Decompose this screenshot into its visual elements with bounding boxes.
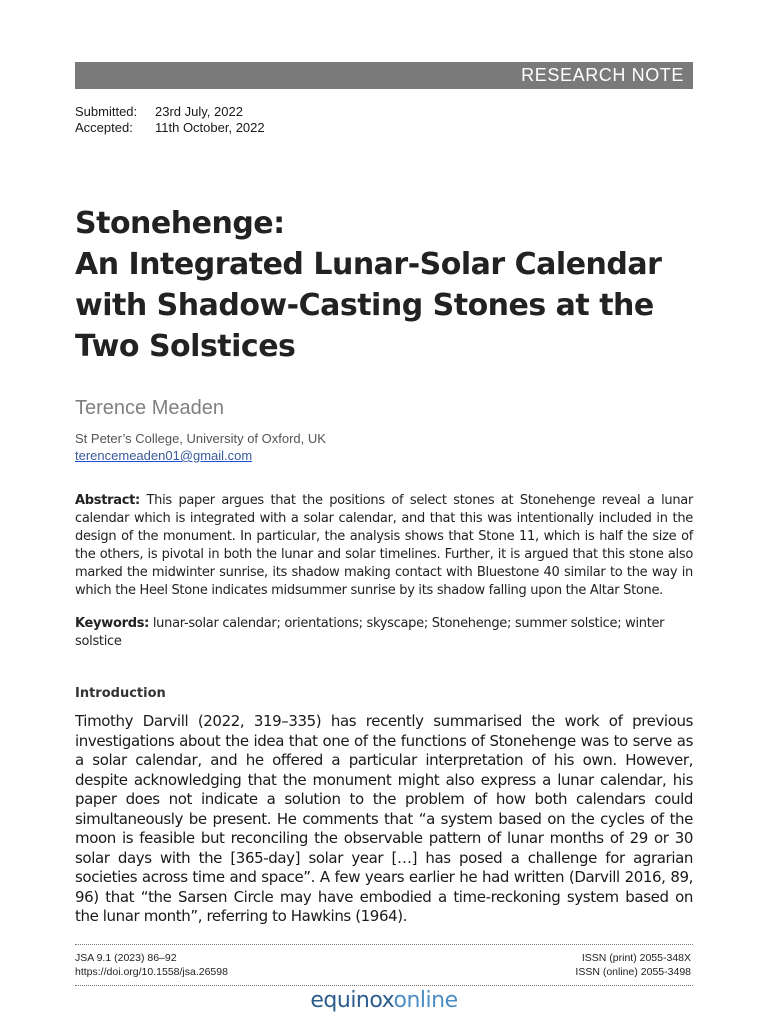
abstract-label: Abstract: bbox=[75, 493, 140, 508]
logo-part-equinox: equinox bbox=[310, 988, 394, 1013]
keywords-label: Keywords: bbox=[75, 616, 150, 631]
accepted-label: Accepted: bbox=[75, 120, 133, 135]
affiliation: St Peter’s College, University of Oxford, UK bbox=[75, 431, 326, 446]
footer-issn bbox=[575, 951, 691, 979]
issn-print: ISSN (print) 2055-348X bbox=[581, 952, 691, 964]
section-heading-introduction: Introduction bbox=[75, 686, 166, 701]
paper-title bbox=[75, 203, 715, 367]
logo-part-online: online bbox=[393, 988, 458, 1013]
author-email-link[interactable]: terencemeaden01@gmail.com bbox=[75, 448, 253, 463]
title-line-2: An Integrated Lunar-Solar Calendar bbox=[75, 247, 662, 282]
keywords-text: lunar-solar calendar; orientations; skyscape; Stonehenge; summer solstice; winter solstice bbox=[75, 616, 665, 649]
abstract bbox=[75, 492, 693, 600]
banner-label: RESEARCH NOTE bbox=[521, 65, 684, 85]
submitted-date: 23rd July, 2022 bbox=[155, 104, 243, 119]
accepted-row bbox=[75, 120, 265, 136]
footer-rule-bottom bbox=[75, 985, 693, 986]
abstract-text: This paper argues that the positions of select stones at Stonehenge reveal a lunar calendar which is integrated with a solar calendar, and that this was intentionally included in the design of the monument. In particular, the analysis shows that Stone 11, which is half the size of the others, is pivotal in both the lunar and solar timelines. Further, it is argued that this stone also marked the midwinter sunrise, its shadow making contact with Bluestone 40 similar to the way in which the Heel Stone indicates midsummer sunrise by its shadow falling upon the Altar Stone. bbox=[75, 493, 693, 598]
journal-citation: JSA 9.1 (2023) 86–92 bbox=[75, 952, 177, 964]
issn-online: ISSN (online) 2055-3498 bbox=[575, 966, 691, 978]
footer-citation bbox=[75, 951, 228, 979]
submitted-row bbox=[75, 104, 265, 120]
author-name: Terence Meaden bbox=[75, 397, 224, 419]
keywords bbox=[75, 615, 693, 651]
submitted-label: Submitted: bbox=[75, 104, 138, 119]
title-line-3: with Shadow-Casting Stones at the bbox=[75, 288, 654, 323]
footer-rule-top bbox=[75, 944, 693, 945]
submission-dates bbox=[75, 104, 265, 136]
introduction-paragraph: Timothy Darvill (2022, 319–335) has recently summarised the work of previous investigations about the idea that one of the functions of Stonehenge was to serve as a solar calendar, and he offered a particular interpretation of his own. However, despite acknowledging that the monument might also express a lunar calendar, his paper does not indicate a solution to the problem of how both calendars could simultaneously be present. He comments that “a system based on the cycles of the moon is feasible but reconciling the observable pattern of lunar months of 29 or 30 solar days with the [365-day] solar year […] has posed a challenge for agrarian societies across time and space”. A few years earlier he had written (Darvill 2016, 89, 96) that “the Sarsen Circle may have embodied a time-reckoning system based on the lunar month”, referring to Hawkins (1964). bbox=[75, 712, 693, 925]
accepted-date: 11th October, 2022 bbox=[155, 120, 265, 135]
research-note-banner bbox=[75, 62, 693, 89]
publisher-logo bbox=[0, 988, 768, 1013]
title-line-4: Two Solstices bbox=[75, 329, 296, 364]
author-affiliation-block bbox=[75, 430, 326, 464]
doi-link[interactable]: https://doi.org/10.1558/jsa.26598 bbox=[75, 966, 228, 978]
title-line-1: Stonehenge: bbox=[75, 206, 285, 241]
